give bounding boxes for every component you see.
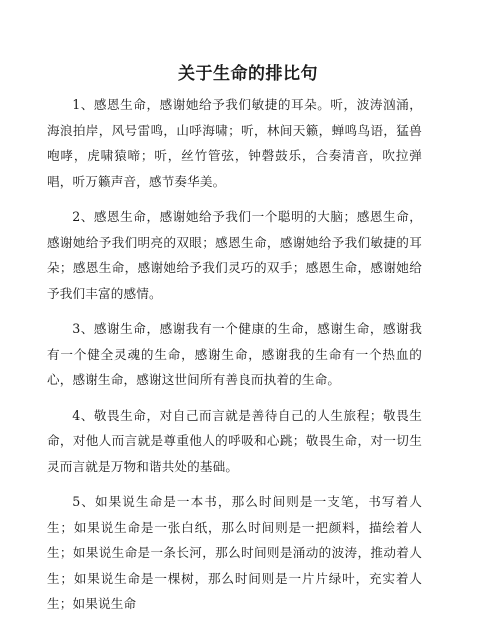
paragraph-2: 2、感恩生命，感谢她给予我们一个聪明的大脑；感恩生命，感谢她给予我们明亮的双眼；感恩生命，感谢她给予我们敏捷的耳朵；感恩生命，感谢她给予我们灵巧的双手；感恩生命，感谢她给予我们丰富的感情。 — [47, 209, 422, 301]
paragraph-1: 1、感恩生命，感谢她给予我们敏捷的耳朵。听，波涛汹涌，海浪拍岸，风号雷鸣，山呼海啸；听，林间天籁，蝉鸣鸟语，猛兽咆哮，虎啸猿啼；听，丝竹管弦，钟磬鼓乐，合奏清音，吹拉弹唱，听万籁声音，感节奏华美。 — [47, 97, 422, 189]
paragraph-4: 4、敬畏生命，对自己而言就是善待自己的人生旅程；敬畏生命，对他人而言就是尊重他人的呼吸和心跳；敬畏生命，对一切生灵而言就是万物和谐共处的基础。 — [47, 407, 422, 474]
paragraph-5: 5、如果说生命是一本书，那么时间则是一支笔，书写着人生；如果说生命是一张白纸，那么时间则是一把颜料，描绘着人生；如果说生命是一条长河，那么时间则是涌动的波涛，推动着人生；如果说生命是一棵树，那么时间则是一片片绿叶，充实着人生；如果说生命 — [47, 494, 422, 611]
document-title: 关于生命的排比句 — [178, 64, 318, 84]
paragraph-3: 3、感谢生命，感谢我有一个健康的生命，感谢生命，感谢我有一个健全灵魂的生命，感谢生命，感谢我的生命有一个热血的心，感谢生命，感谢这世间所有善良而执着的生命。 — [47, 321, 422, 387]
document-body — [47, 92, 422, 627]
